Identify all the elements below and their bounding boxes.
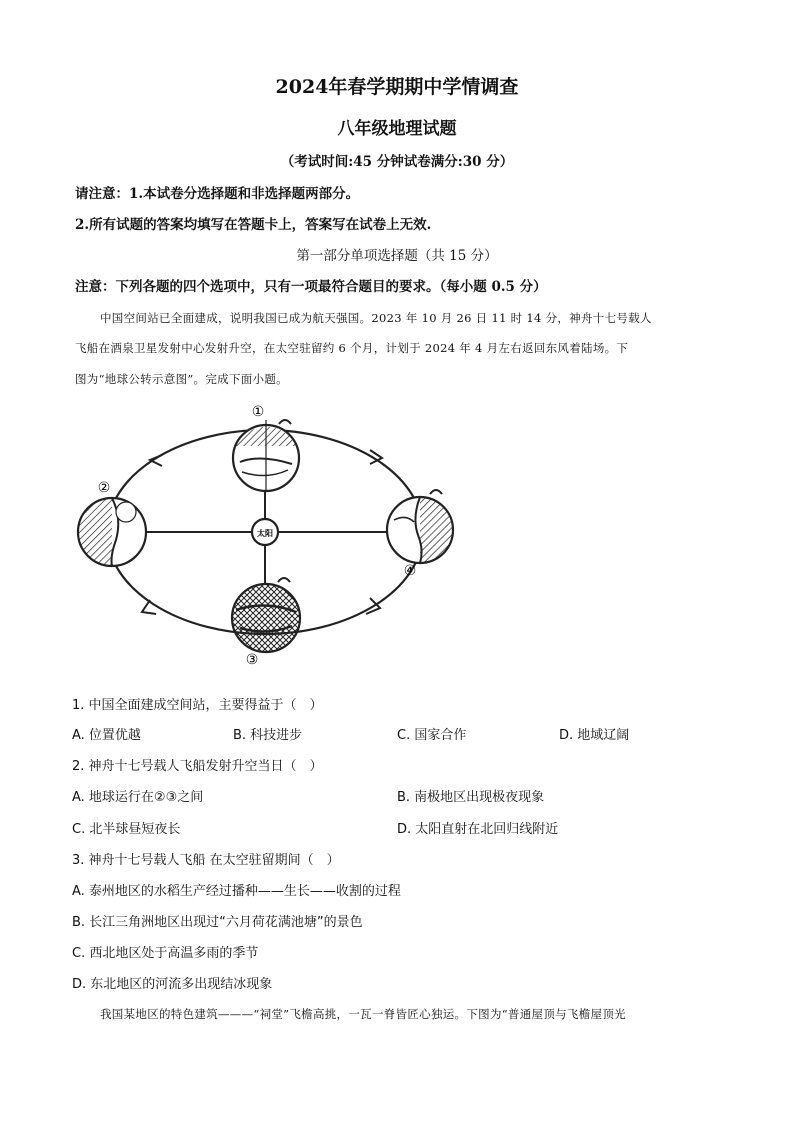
question-3-stem: 3. 神舟十七号载人飞船 在太空驻留期间（ ）: [72, 853, 340, 868]
question-2-stem: 2. 神舟十七号载人飞船发射升空当日（ ）: [72, 759, 323, 774]
question-3-option-d[interactable]: D. 东北地区的河流多出现结冰现象: [72, 977, 273, 992]
earth-position-4: [387, 490, 453, 563]
section-title: 第一部分单项选择题（共 15 分）: [296, 248, 498, 264]
note-1: 请注意：1.本试卷分选择题和非选择题两部分。: [75, 186, 360, 202]
earth-position-3: [232, 578, 300, 652]
question-2-option-d[interactable]: D. 太阳直射在北回归线附近: [397, 822, 559, 837]
question-2-option-a[interactable]: A. 地球运行在②③之间: [72, 790, 204, 805]
question-1-option-b[interactable]: B. 科技进步: [233, 728, 303, 743]
note-2: 2.所有试题的答案均填写在答题卡上，答案写在试卷上无效.: [75, 217, 432, 233]
position-label-4: ④: [403, 563, 417, 579]
question-1-option-d[interactable]: D. 地域辽阔: [559, 728, 630, 743]
passage-line: 我国某地区的特色建筑———“祠堂”飞檐高挑，一瓦一脊皆匠心独运。下图为“普通屋顶与飞檐屋顶光: [100, 1007, 626, 1021]
earth-revolution-diagram: [70, 400, 470, 675]
question-3-option-a[interactable]: A. 泰州地区的水稻生产经过播种——生长——收割的过程: [72, 884, 401, 899]
position-label-2: ②: [97, 480, 111, 496]
question-3-option-b[interactable]: B. 长江三角洲地区出现过“六月荷花满池塘”的景色: [72, 915, 363, 930]
passage-line: 中国空间站已全面建成，说明我国已成为航天强国。2023 年 10 月 26 日 11 时 14 分，神舟十七号载人: [100, 311, 652, 325]
question-2-option-c[interactable]: C. 北半球昼短夜长: [72, 822, 181, 837]
exam-info: （考试时间:45 分钟试卷满分:30 分）: [280, 154, 514, 170]
earth-position-2: [78, 498, 146, 566]
section-instruction: 注意：下列各题的四个选项中，只有一项最符合题目的要求。（每小题 0.5 分）: [75, 279, 547, 295]
position-label-3: ③: [245, 652, 259, 668]
position-label-1: ①: [251, 404, 265, 420]
question-1-option-c[interactable]: C. 国家合作: [397, 728, 467, 743]
sun-label: 太阳: [257, 529, 273, 538]
question-3-option-c[interactable]: C. 西北地区处于高温多雨的季节: [72, 946, 259, 961]
passage-line: 飞船在酒泉卫星发射中心发射升空，在太空驻留约 6 个月，计划于 2024 年 4 月左右返回东风着陆场。下: [75, 341, 629, 355]
question-1-stem: 1. 中国全面建成空间站，主要得益于（ ）: [72, 698, 323, 713]
page-subtitle: 八年级地理试题: [337, 119, 457, 139]
page-title: 2024年春学期期中学情调查: [275, 76, 519, 98]
question-1-option-a[interactable]: A. 位置优越: [72, 728, 141, 743]
question-2-option-b[interactable]: B. 南极地区出现极夜现象: [397, 790, 545, 805]
passage-line: 图为“地球公转示意图”。完成下面小题。: [75, 372, 288, 386]
